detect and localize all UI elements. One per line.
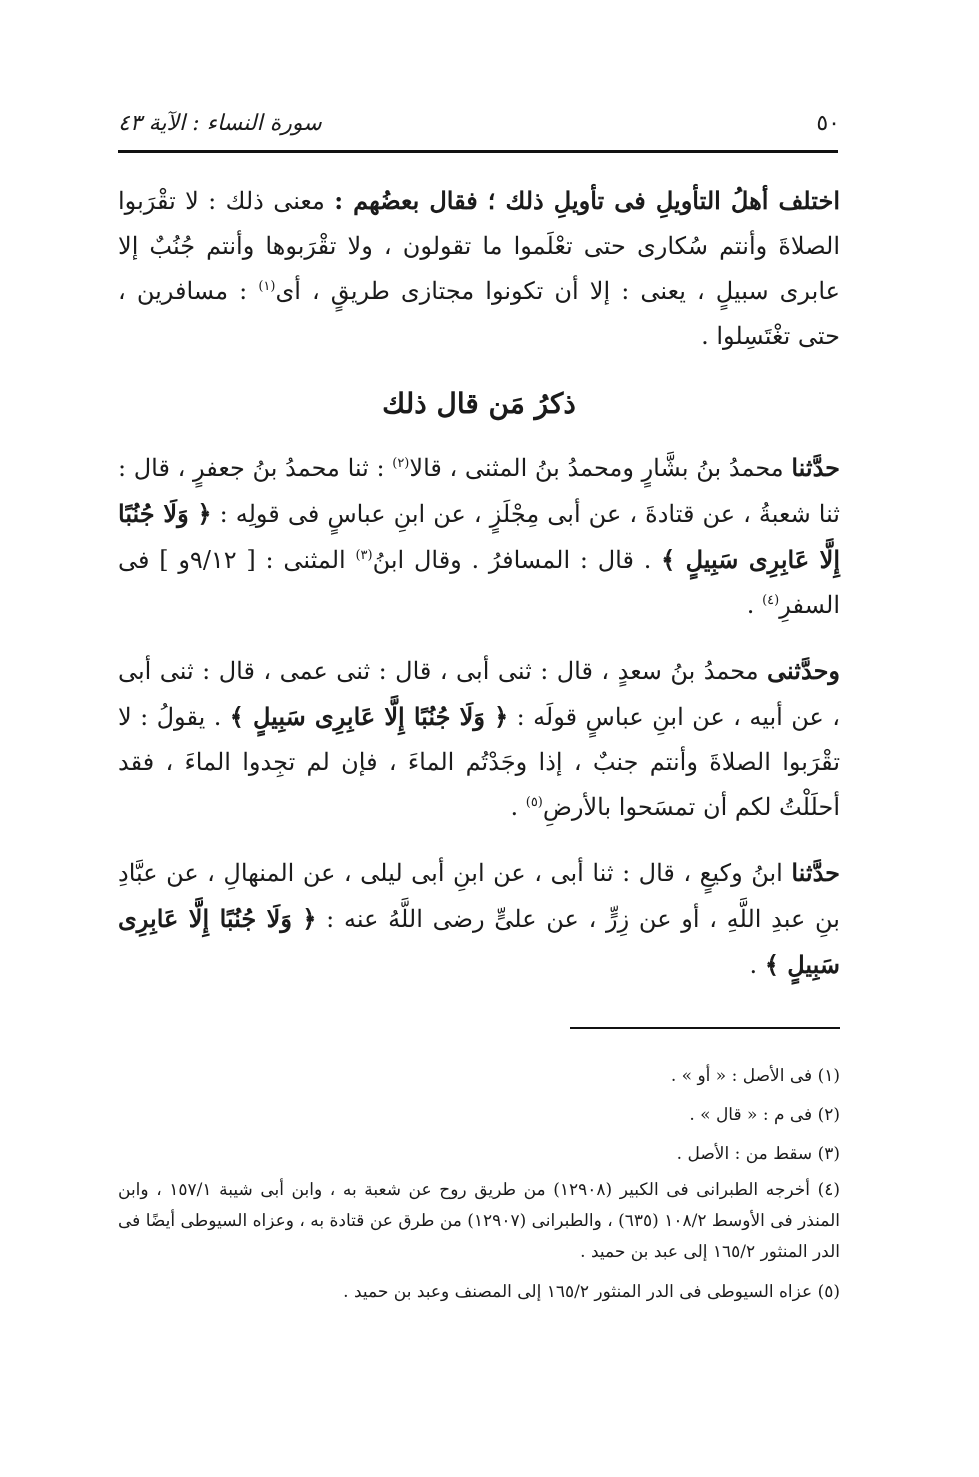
running-title: سورة النساء : الآية ٤٣ [118, 111, 322, 136]
intro-lead: اختلف أهلُ التأويلِ فى تأويلِ ذلك ؛ فقال بعضُهم : [334, 186, 840, 215]
section-heading: ذكرُ مَن قال ذلك [382, 387, 576, 420]
header-rule [118, 150, 838, 153]
intro-text-b: : مسافرين ، حتى تغْتَسِلوا . [118, 277, 840, 350]
footnote-5: (٥) عزاه السيوطى فى الدر المنثور ١٦٥/٢ إلى المصنف وعبد بن حميد . [343, 1282, 840, 1302]
footnote-rule [570, 1027, 840, 1029]
intro-paragraph [118, 178, 840, 359]
hadith3-lead: حدَّثنا [791, 858, 840, 887]
hadith2-text-b: . يقولُ : لا تقْرَبوا الصلاةَ وأنتم جنبٌ ، إذا وجَدْتُم الماءَ ، فإن لم تجِدوا الماءَ ، فقد أحلَلْتُ لكم أن تمسَحوا بالأرضِ [118, 703, 841, 821]
hadith1-text-e: . [746, 591, 755, 619]
hadith3-text-b: . [749, 951, 758, 979]
hadith1-text-a: محمدُ بنُ بشَّارٍ ومحمدُ بنُ المثنى ، قالا [409, 454, 784, 482]
footnote-ref-2[interactable]: (٢) [392, 456, 410, 471]
hadith1-text-d: المثنى : [ ٩/١٢و ] فى السفرِ [118, 546, 840, 619]
main-text [118, 178, 840, 1008]
footnote-ref-1[interactable]: (١) [258, 279, 276, 294]
quran-quote: ﴿ وَلَا جُنُبًا إِلَّا عَابِرِى سَبِيلٍ ﴾ [229, 702, 509, 731]
page-header [118, 100, 840, 136]
footnote-4: (٤) أخرجه الطبرانى فى الكبير (١٢٩٠٨) من طريق روح عن شعبة به ، وابن أبى شيبة ١٥٧/١ ، وابن المنذر فى الأوسط ١٠٨/٢ (٦٣٥) ، والطبرانى (١٢٩٠٧) من طرق عن قتادة به ، وعزاه السيوطى أيضًا فى الدر المنثور ١٦٥/٢ إلى عبد بن حميد . [118, 1180, 840, 1262]
footnote-ref-4[interactable]: (٤) [762, 593, 780, 608]
hadith2-text-c: . [510, 793, 519, 821]
footnote-ref-3[interactable]: (٣) [355, 548, 373, 563]
quran-quote: ﴿ وَلَا جُنُبًا إِلَّا عَابِرِى سَبِيلٍ ﴾ [118, 499, 841, 574]
footnotes [118, 1058, 840, 1313]
hadith-paragraph-2 [118, 648, 840, 830]
footnote-1: (١) فى الأصل : « أو » . [670, 1066, 840, 1086]
hadith2-text-a: محمدُ بنُ سعدٍ ، قال : ثنى أبى ، قال : ثنى عمى ، قال : ثنى أبى ، عن أبيه ، عن ابنِ عباسٍ قولَه : [118, 657, 840, 731]
intro-text-a: معنى ذلك : لا تقْرَبوا الصلاةَ وأنتم سُكارى حتى تعْلَموا ما تقولون ، ولا تقْرَبوها وأنتم جُنُبٌ إلا عابرى سبيلٍ ، يعنى : إلا أن تكونوا مجتازى طريقٍ ، أى [118, 187, 840, 305]
page-number: ٥٠ [816, 111, 840, 136]
quran-quote: ﴿ وَلَا جُنُبًا إِلَّا عَابِرِى سَبِيلٍ ﴾ [118, 904, 840, 979]
hadith2-lead: وحدَّثنى [767, 656, 840, 685]
hadith1-lead: حدَّثنا [791, 453, 841, 482]
hadith1-text-b: : ثنا محمدُ بنُ جعفرٍ ، قال : ثنا شعبةُ ، عن قتادةَ ، عن أبى مِجْلَزٍ ، عن ابنِ عباسٍ فى قولِه : [118, 454, 840, 528]
hadith-paragraph-3 [118, 850, 840, 988]
footnote-3: (٣) سقط من : الأصل . [676, 1144, 840, 1164]
footnote-ref-5[interactable]: (٥) [525, 795, 543, 810]
hadith-paragraph-1 [118, 445, 840, 628]
hadith1-text-c: . قال : المسافرُ . وقال ابنُ [372, 546, 652, 574]
hadith3-text-a: ابنُ وكيعٍ ، قال : ثنا أبى ، عن ابنِ أبى ليلى ، عن المنهالِ ، عن عبَّادِ بنِ عبدِ اللَّهِ ، أو عن زِرٍّ ، عن علىٍّ رضى اللَّهُ عنه : [118, 859, 840, 933]
footnote-2: (٢) فى م : « قال » . [689, 1105, 840, 1125]
